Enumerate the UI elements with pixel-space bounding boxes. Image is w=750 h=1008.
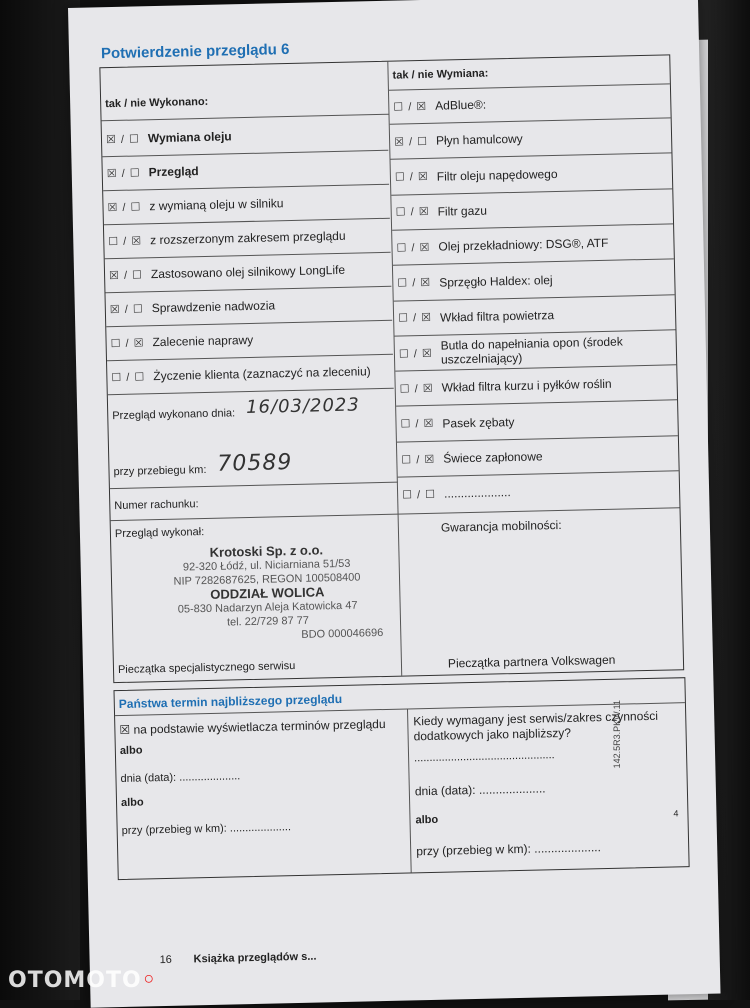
checkbox-pair-icon[interactable]: ☒ / ☐ <box>107 200 142 214</box>
corner-mark: 4 <box>673 808 679 819</box>
checkbox-pair-icon[interactable]: ☐ / ☒ <box>393 100 428 114</box>
page-number: 16 <box>159 953 173 967</box>
checkbox-pair-icon[interactable]: ☐ / ☒ <box>398 347 433 361</box>
checkbox-pair-icon[interactable]: ☒ / ☐ <box>106 166 141 180</box>
right-item-row <box>397 436 679 477</box>
checkbox-pair-icon[interactable]: ☒ / ☐ <box>393 135 429 149</box>
right-item-row <box>395 366 677 407</box>
next-right-date: dnia (data): .................... <box>414 781 546 799</box>
stamp-phone: tel. 22/729 87 77 <box>226 614 310 629</box>
left-item-label: z rozszerzonym zakresem przeglądu <box>150 228 346 248</box>
next-right-dots: .............................................. <box>413 749 555 765</box>
checkbox-pair-icon[interactable]: ☐ / ☒ <box>400 417 435 431</box>
next-albo-2: albo <box>120 796 144 809</box>
right-item-label: Butla do napełniania opon (środek uszczelniający) <box>440 334 623 367</box>
checkbox-pair-icon[interactable]: ☒ / ☐ <box>105 132 141 146</box>
header-right: tak / nie Wymiana: <box>392 67 489 82</box>
checkbox-pair-icon[interactable]: ☐ / ☒ <box>397 276 432 290</box>
next-right-question: Kiedy wymagany jest serwis/zakres czynności dodatkowych jako najbliższy? <box>413 708 659 744</box>
next-inspection-section <box>113 677 689 880</box>
checkbox-pair-icon[interactable]: ☐ / ☐ <box>402 488 437 502</box>
next-left-check: ☒ <box>119 722 131 738</box>
watermark-dot: ◦ <box>141 968 157 993</box>
checkbox-pair-icon[interactable]: ☐ / ☒ <box>395 206 430 220</box>
mobility-label: Gwarancja mobilności: <box>440 517 562 535</box>
right-item-row <box>392 225 674 266</box>
left-item-label: Życzenie klienta (zaznaczyć na zleceniu) <box>153 364 371 384</box>
right-item-row <box>390 119 672 160</box>
next-date-line: dnia (data): .................... <box>120 770 241 786</box>
checkbox-pair-icon[interactable]: ☐ / ☒ <box>110 336 145 350</box>
date-value: 16/03/2023 <box>245 394 361 419</box>
left-item-label: Przegląd <box>148 164 199 180</box>
right-item-row <box>398 472 680 512</box>
date-label: Przegląd wykonano dnia: <box>112 407 236 423</box>
checkbox-pair-icon[interactable]: ☐ / ☒ <box>399 382 434 396</box>
stamp-address: 92-320 Łódź, ul. Niciarniana 51/53 <box>182 557 351 574</box>
watermark-text: OTOMOTO <box>8 968 142 993</box>
right-item-label: .................... <box>443 485 511 501</box>
next-albo-1: albo <box>119 744 143 758</box>
right-item-row <box>395 330 677 371</box>
right-item-row <box>394 295 676 336</box>
next-mileage-line: przy (przebieg w km): .................... <box>121 821 292 837</box>
inspection-table <box>99 54 684 683</box>
right-item-row <box>393 260 675 301</box>
side-code: 142.5R3.PKW.11 <box>612 700 622 769</box>
next-right-mileage: przy (przebieg w km): .................... <box>416 840 602 859</box>
checkbox-pair-icon[interactable]: ☐ / ☒ <box>401 453 436 467</box>
stamp-bdo: BDO 000046696 <box>301 627 384 641</box>
checkbox-pair-icon[interactable]: ☐ / ☒ <box>396 241 431 255</box>
checkbox-pair-icon[interactable]: ☐ / ☒ <box>394 170 429 184</box>
right-item-label: Filtr gazu <box>437 203 488 219</box>
next-left-line1 <box>119 717 385 737</box>
right-item-row <box>389 83 671 124</box>
right-item-label: Wkład filtra powietrza <box>439 307 555 325</box>
right-item-label: Pasek zębaty <box>442 414 515 431</box>
background-left <box>0 0 80 1000</box>
service-book-page <box>68 0 721 1008</box>
checkbox-pair-icon[interactable]: ☐ / ☒ <box>398 312 433 325</box>
right-item-label: AdBlue®: <box>435 97 487 113</box>
stamp-service-label: Pieczątka specjalistycznego serwisu <box>117 660 296 677</box>
right-item-row <box>396 401 678 442</box>
right-item-label: Filtr oleju napędowego <box>436 166 558 184</box>
stamp-branch-address: 05-830 Nadarzyn Aleja Katowicka 47 <box>177 599 358 616</box>
left-item-label: Wymiana oleju <box>147 129 232 146</box>
invoice-label: Numer rachunku: <box>114 498 199 513</box>
left-item-row <box>107 354 394 395</box>
mileage-divider <box>110 482 398 490</box>
right-item-label: Olej przekładniowy: DSG®, ATF <box>438 235 609 254</box>
next-right-albo: albo <box>415 813 439 827</box>
checkbox-pair-icon[interactable]: ☐ / ☒ <box>108 234 143 248</box>
right-item-label: Świece zapłonowe <box>443 449 543 466</box>
stamp-nip: NIP 7282687625, REGON 100508400 <box>173 571 361 588</box>
otomoto-watermark <box>8 968 157 993</box>
mileage-value: 70589 <box>217 450 293 477</box>
stamp-branch: ODDZIAŁ WOLICA <box>210 584 325 602</box>
checkbox-pair-icon[interactable]: ☒ / ☐ <box>109 302 144 316</box>
stamp-company: Krotoski Sp. z o.o. <box>209 542 324 560</box>
mileage-label: przy przebiegu km: <box>113 463 207 479</box>
left-item-label: Zastosowano olej silnikowy LongLife <box>150 262 346 282</box>
next-left-text: na podstawie wyświetlacza terminów przeglądu <box>133 716 386 737</box>
right-item-row <box>391 154 673 195</box>
next-inspection-column-divider <box>407 708 412 872</box>
checkbox-pair-icon[interactable]: ☒ / ☐ <box>108 268 144 282</box>
service-stamp <box>151 542 383 645</box>
next-inspection-title: Państwa termin najbliższego przeglądu <box>118 691 343 712</box>
right-item-row <box>391 189 673 230</box>
stamp-partner-label: Pieczątka partnera Volkswagen <box>447 652 616 671</box>
left-item-label: z wymianą oleju w silniku <box>149 196 284 214</box>
right-item-label: Wkład filtra kurzu i pyłków roślin <box>441 377 612 396</box>
right-item-label: Sprzęgło Haldex: olej <box>439 272 553 290</box>
performed-by-label: Przegląd wykonał: <box>114 526 205 541</box>
checkbox-pair-icon[interactable]: ☐ / ☐ <box>111 370 146 384</box>
header-left: tak / nie Wykonano: <box>105 95 209 111</box>
book-title: Książka przeglądów s... <box>193 950 317 966</box>
left-item-label: Zalecenie naprawy <box>152 332 254 350</box>
page-title: Potwierdzenie przeglądu 6 <box>100 40 290 63</box>
right-item-label: Płyn hamulcowy <box>435 132 523 148</box>
left-item-label: Sprawdzenie nadwozia <box>151 298 276 316</box>
